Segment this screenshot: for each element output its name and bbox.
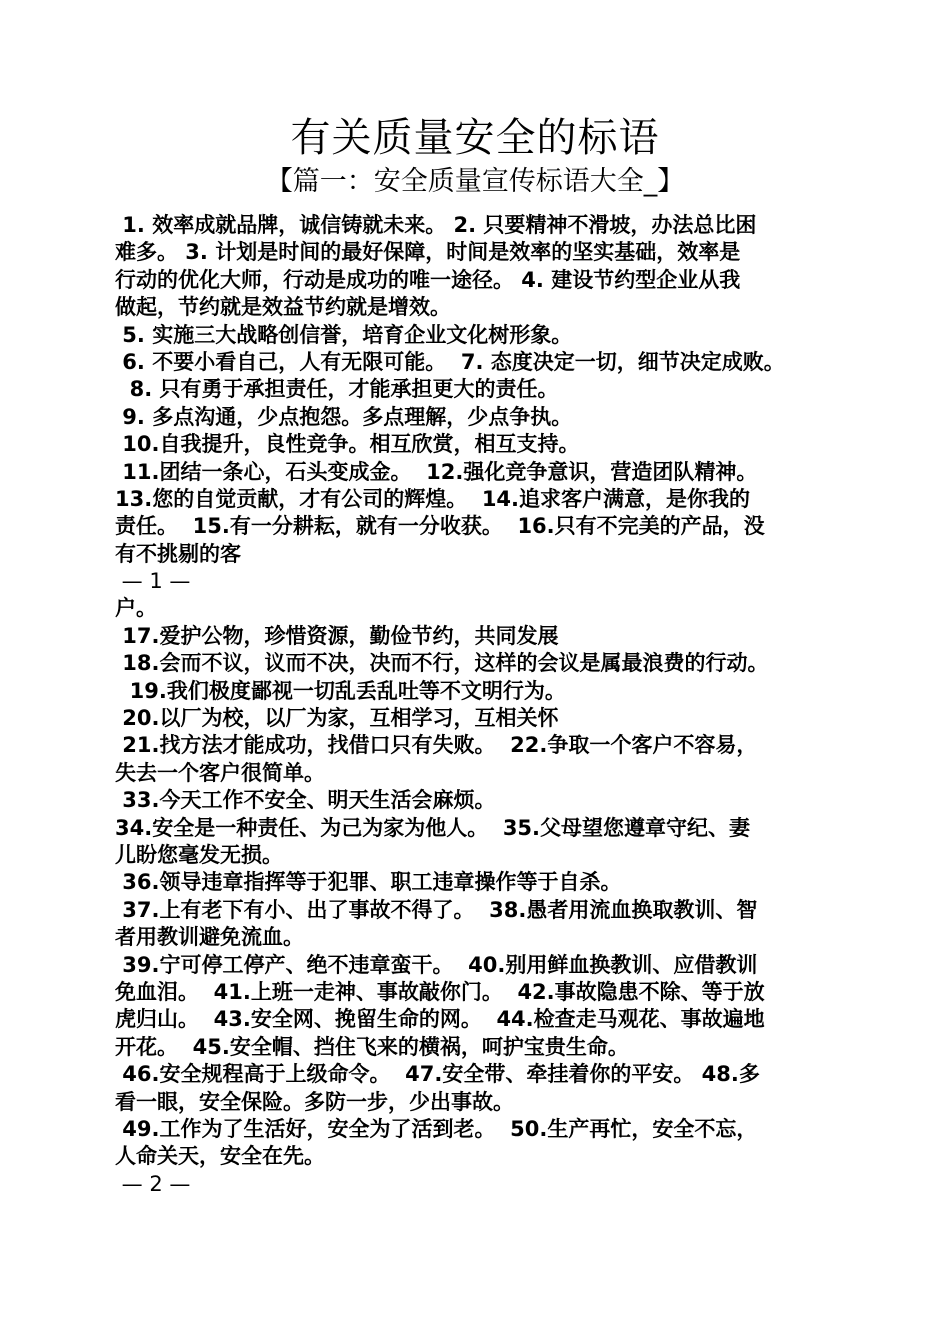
slogan-line: 37.上有老下有小、出了事故不得了。 38.愚者用流血换取教训、智 <box>115 897 758 922</box>
slogan-line: 人命关天，安全在先。 <box>115 1144 325 1169</box>
slogan-line: 13.您的自觉贡献，才有公司的辉煌。 14.追求客户满意，是你我的 <box>115 486 751 511</box>
page-number: — 2 — <box>115 1171 191 1196</box>
slogan-line: 10.自我提升，良性竞争。相互欣赏，相互支持。 <box>115 432 580 457</box>
slogan-line: 看一眼，安全保险。多防一步，少出事故。 <box>115 1089 514 1114</box>
slogan-line: 难多。 3. 计划是时间的最好保障，时间是效率的坚实基础，效率是 <box>115 240 741 265</box>
slogan-line: 18.会而不议，议而不决，决而不行，这样的会议是属最浪费的行动。 <box>115 651 769 676</box>
slogan-line: 者用教训避免流血。 <box>115 925 304 950</box>
slogan-line: 49.工作为了生活好，安全为了活到老。 50.生产再忙，安全不忘， <box>115 1116 758 1141</box>
slogan-line: 户。 <box>115 596 157 621</box>
slogan-line: 5. 实施三大战略创信誉，培育企业文化树形象。 <box>115 322 573 347</box>
slogan-line: 21.找方法才能成功，找借口只有失败。 22.争取一个客户不容易， <box>115 733 758 758</box>
document-body <box>115 212 860 1198</box>
slogan-line: 责任。 15.有一分耕耘，就有一分收获。 16.只有不完美的产品，没 <box>115 514 765 539</box>
slogan-line: 39.宁可停工停产、绝不违章蛮干。 40.别用鲜血换教训、应借教训 <box>115 952 758 977</box>
slogan-line: 33.今天工作不安全、明天生活会麻烦。 <box>115 788 496 813</box>
slogan-line: 46.安全规程高于上级命令。 47.安全带、牵挂着你的平安。 48.多 <box>115 1062 760 1087</box>
page-number: — 1 — <box>115 569 191 594</box>
slogan-line: 行动的优化大师，行动是成功的唯一途径。 4. 建设节约型企业从我 <box>115 267 741 292</box>
slogan-line: 虎归山。 43.安全网、挽留生命的网。 44.检查走马观花、事故遍地 <box>115 1007 765 1032</box>
slogan-line: 开花。 45.安全帽、挡住飞来的横祸，呵护宝贵生命。 <box>115 1034 629 1059</box>
slogan-line: 失去一个客户很简单。 <box>115 760 325 785</box>
slogan-line: 6. 不要小看自己，人有无限可能。 7. 态度决定一切，细节决定成败。 <box>115 349 785 374</box>
slogan-line: 17.爱护公物，珍惜资源，勤俭节约，共同发展 <box>115 623 559 648</box>
slogan-line: 19.我们极度鄙视一切乱丢乱吐等不文明行为。 <box>115 678 566 703</box>
slogan-line: 11.团结一条心，石头变成金。 12.强化竞争意识，营造团队精神。 <box>115 459 758 484</box>
document-subtitle: 【篇一：安全质量宣传标语大全_】 <box>265 166 685 197</box>
document-title: 有关质量安全的标语 <box>290 115 660 161</box>
slogan-line: 有不挑剔的客 <box>115 541 241 566</box>
slogan-line: 1. 效率成就品牌，诚信铸就未来。 2. 只要精神不滑坡，办法总比困 <box>115 213 757 237</box>
slogan-line: 20.以厂为校，以厂为家，互相学习，互相关怀 <box>115 706 559 731</box>
slogan-line: 免血泪。 41.上班一走神、事故敲你门。 42.事故隐患不除、等于放 <box>115 979 765 1004</box>
slogan-line: 9. 多点沟通，少点抱怨。多点理解，少点争执。 <box>115 404 573 429</box>
slogan-line: 儿盼您毫发无损。 <box>115 842 283 867</box>
slogan-line: 34.安全是一种责任、为己为家为他人。 35.父母望您遵章守纪、妻 <box>115 815 751 840</box>
slogan-line: 36.领导违章指挥等于犯罪、职工违章操作等于自杀。 <box>115 870 622 895</box>
slogan-line: 做起，节约就是效益节约就是增效。 <box>115 295 451 320</box>
slogan-line: 8. 只有勇于承担责任，才能承担更大的责任。 <box>115 377 559 402</box>
